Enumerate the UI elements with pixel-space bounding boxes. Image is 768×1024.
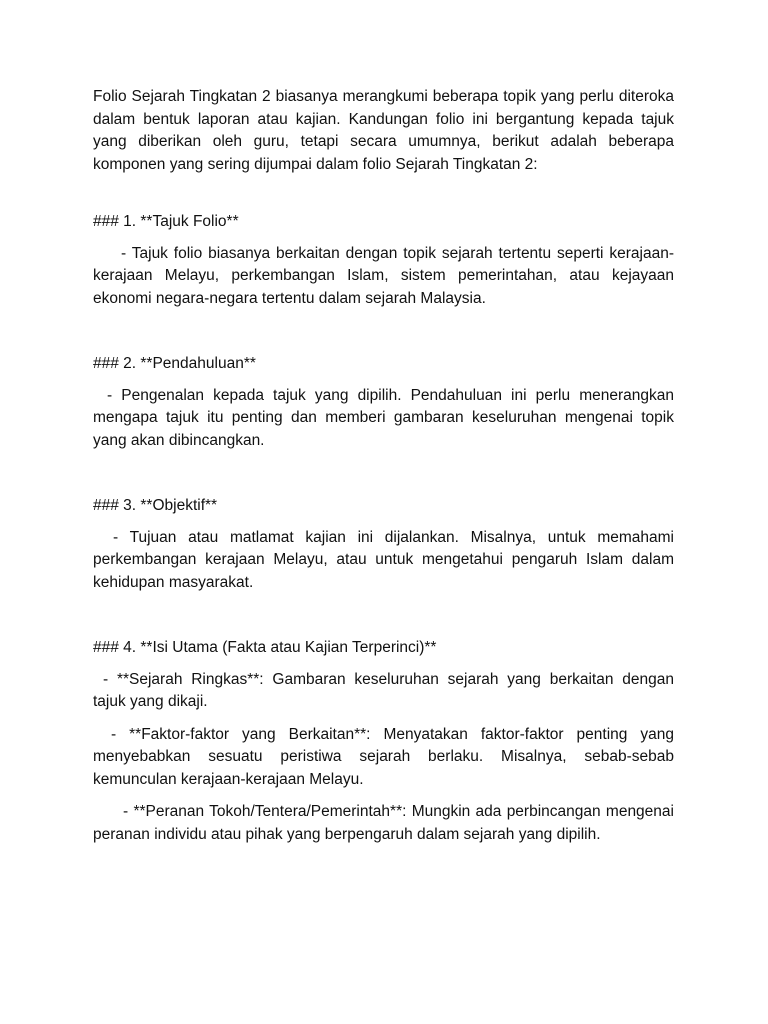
intro-paragraph: Folio Sejarah Tingkatan 2 biasanya merangkumi beberapa topik yang perlu diteroka dalam bentuk laporan atau kajian. Kandungan folio ini bergantung kepada tajuk yang diberikan oleh guru, tetapi secara umumnya, berikut adalah beberapa komponen yang sering dijumpai dalam folio Sejarah Tingkatan 2: <box>93 88 674 173</box>
section-paragraph: - **Faktor-faktor yang Berkaitan**: Menyatakan faktor-faktor penting yang menyebabkan sesuatu peristiwa sejarah berlaku. Misalnya, sebab-sebab kemunculan kerajaan-kerajaan Melayu. <box>93 725 674 788</box>
section-paragraph: - Pengenalan kepada tajuk yang dipilih. Pendahuluan ini perlu menerangkan mengapa tajuk itu penting dan memberi gambaran keseluruhan mengenai topik yang akan dibincangkan. <box>93 386 674 449</box>
section-heading-pendahuluan: ### 2. **Pendahuluan** <box>93 355 256 372</box>
section-spacer <box>93 604 674 637</box>
section-heading-tajuk-folio: ### 1. **Tajuk Folio** <box>93 213 239 230</box>
section-heading-isi-utama: ### 4. **Isi Utama (Fakta atau Kajian Terperinci)** <box>93 639 437 656</box>
section-paragraph: - **Peranan Tokoh/Tentera/Pemerintah**: Mungkin ada perbincangan mengenai peranan individu atau pihak yang berpengaruh dalam sejarah yang dipilih. <box>93 803 674 843</box>
section-heading-objektif: ### 3. **Objektif** <box>93 497 218 514</box>
section-paragraph: - **Sejarah Ringkas**: Gambaran keseluruhan sejarah yang berkaitan dengan tajuk yang dikaji. <box>93 670 674 710</box>
document-page <box>93 86 674 856</box>
section-spacer <box>93 462 674 495</box>
section-paragraph: - Tujuan atau matlamat kajian ini dijalankan. Misalnya, untuk memahami perkembangan kerajaan Melayu, atau untuk mengetahui pengaruh Islam dalam kehidupan masyarakat. <box>93 528 674 591</box>
section-paragraph: - Tajuk folio biasanya berkaitan dengan topik sejarah tertentu seperti kerajaan-kerajaan Melayu, perkembangan Islam, sistem pemerintahan, atau kejayaan ekonomi negara-negara tertentu dalam sejarah Malaysia. <box>93 244 674 307</box>
section-spacer <box>93 320 674 353</box>
